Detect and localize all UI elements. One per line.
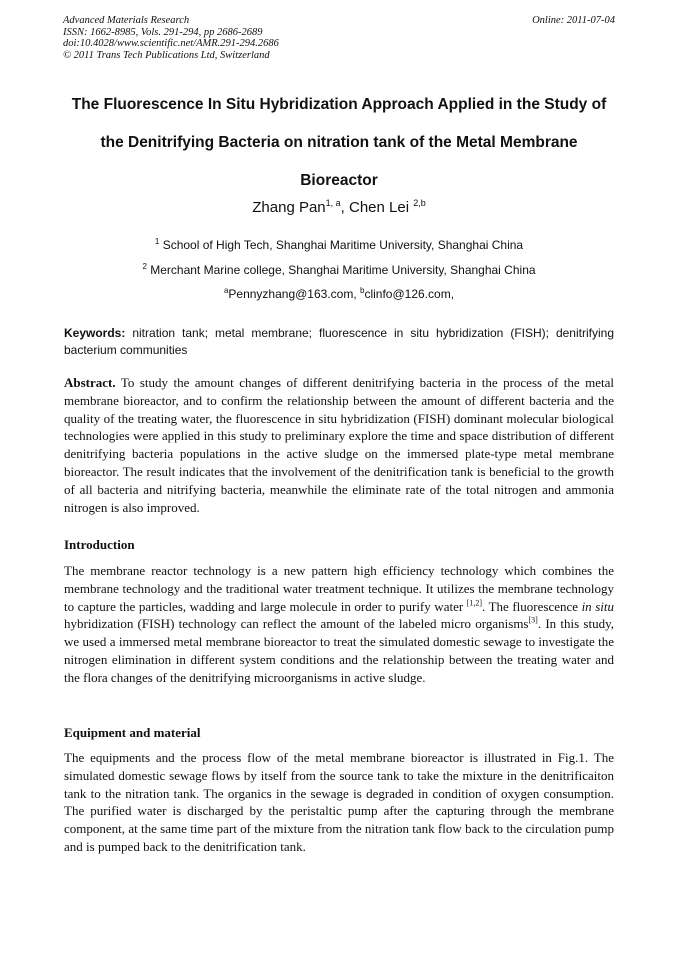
citation-1-2: [1,2] — [466, 598, 483, 608]
title-line-2: the Denitrifying Bacteria on nitration tank of the Metal Membrane — [100, 134, 578, 151]
introduction-text-2: . The fluorescence — [482, 598, 582, 614]
introduction-text-1: The membrane reactor technology is a new pattern high efficiency technology which combines the membrane technology and the traditional water treatment technique. It utilizes the membrane technology to capture the particles, wadding and large molecule in order to purify water — [64, 563, 614, 614]
email-a-superscript: a — [223, 286, 229, 295]
author-2: Chen Lei — [349, 199, 410, 216]
affiliation-2-superscript: 2 — [142, 262, 147, 271]
author-1-superscript: 1, a — [325, 198, 341, 208]
affiliation-2-text: Merchant Marine college, Shanghai Maritime University, Shanghai China — [150, 263, 536, 277]
introduction-text-3: hybridization (FISH) technology can reflect the amount of the labeled micro organisms — [64, 616, 529, 632]
equipment-heading: Equipment and material — [64, 725, 201, 740]
citation-3: [3] — [528, 616, 538, 626]
affiliation-1-text: School of High Tech, Shanghai Maritime University, Shanghai China — [162, 238, 524, 252]
keywords-label: Keywords: — [64, 326, 126, 340]
keywords-section — [64, 325, 614, 359]
abstract-label: Abstract. — [64, 375, 116, 390]
doi-line: doi:10.4028/www.scientific.net/AMR.291-294.2686 — [63, 38, 279, 49]
journal-header — [63, 15, 615, 61]
abstract-text: To study the amount changes of different denitrifying bacteria in the process of the metal membrane bioreactor, and to confirm the relationship between the amount of different bacteria and the quality of the treating water, the fluorescence in situ hybridization (FISH) dominant molecular biological technologies were applied in this study to preliminary explore the time and space distribution of different denitrifying bacteria populations in the active sludge on the immersed plate-type metal membrane bioreactor. The result indicates that the involvement of the denitrification tank is beneficial to the growth of all bacteria and nitrifying bacteria, meanwhile the eliminate rate of the total nitrogen and ammonia nitrogen is also improved. — [64, 375, 614, 515]
author-separator: , — [340, 199, 349, 216]
copyright-line: © 2011 Trans Tech Publications Ltd, Switzerland — [63, 49, 270, 61]
paper-title — [40, 86, 638, 200]
issn-line: ISSN: 1662-8985, Vols. 291-294, pp 2686-2689 — [63, 26, 263, 38]
online-date: Online: 2011-07-04 — [532, 15, 615, 26]
email-b-superscript: b — [360, 286, 365, 295]
email-b[interactable]: clinfo@126.com, — [364, 287, 455, 301]
author-list — [0, 198, 678, 216]
affiliation-1 — [0, 237, 678, 252]
affiliation-2 — [0, 262, 678, 277]
introduction-paragraph — [64, 562, 614, 687]
author-1: Zhang Pan — [252, 199, 326, 216]
email-a[interactable]: Pennyzhang@163.com, — [228, 287, 361, 301]
introduction-text-4: . In this study, we used a immersed metal membrane bioreactor to treat the simulated domestic sewage to investigate the nitrogen elimination in different system conditions and the relationship between the treating water and the flora changes of the denitrifying microorganisms in active sludge. — [64, 616, 614, 685]
keywords-text: nitration tank; metal membrane; fluorescence in situ hybridization (FISH); denitrifying bacterium communities — [64, 326, 614, 357]
journal-name: Advanced Materials Research — [63, 15, 190, 26]
email-line — [0, 286, 678, 301]
equipment-paragraph: The equipments and the process flow of the metal membrane bioreactor is illustrated in Fig.1. The simulated domestic sewage flows by itself from the source tank to take the mixture in the denitrificaiton tank to the nitration tank. The organics in the sewage is degraded in condition of oxygen consumption. The purified water is discharged by the peristaltic pump after the capturing through the membrane component, at the same time part of the mixture from the nitration tank flow back to the circulation pump and is pumped back to the denitrification tank. — [64, 750, 614, 854]
abstract-section — [64, 374, 614, 516]
introduction-italic: in situ — [581, 598, 614, 614]
author-2-superscript: 2,b — [413, 198, 426, 208]
affiliation-1-superscript: 1 — [154, 237, 160, 246]
title-line-3: Bioreactor — [300, 172, 378, 189]
introduction-heading: Introduction — [64, 537, 135, 552]
title-line-1: The Fluorescence In Situ Hybridization Approach Applied in the Study of — [71, 96, 607, 113]
